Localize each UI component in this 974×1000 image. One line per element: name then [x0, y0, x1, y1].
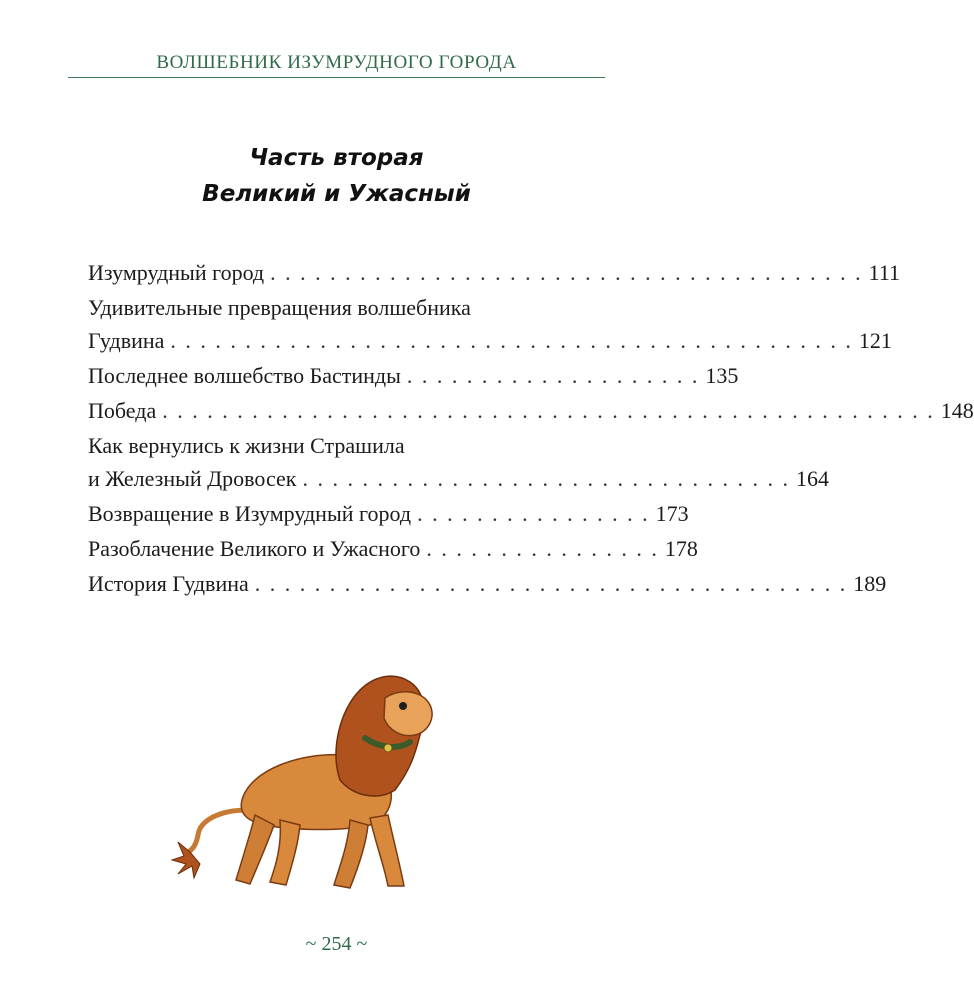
toc-entry-title: История Гудвина — [88, 571, 249, 596]
toc-entry-page: 135 — [705, 363, 739, 388]
dot-leader: . . . . . . . . . . . . . . . . . . . . . . . . . . . . . . . . . . . . . . . . . . . . . . . . . . . . — [162, 398, 935, 423]
running-header: ВОЛШЕБНИК ИЗУМРУДНОГО ГОРОДА — [156, 52, 517, 73]
lion-face — [384, 692, 432, 736]
toc-entry[interactable] — [88, 359, 739, 392]
toc-entry-page: 189 — [853, 571, 887, 596]
lion-tail — [188, 810, 248, 852]
toc-entry-title: Возвращение в Изумрудный город — [88, 501, 412, 526]
dot-leader: . . . . . . . . . . . . . . . . . . . . — [406, 363, 700, 388]
toc-entry-page: 173 — [655, 501, 689, 526]
toc-entry-title: Изумрудный город — [88, 260, 265, 285]
dot-leader: . . . . . . . . . . . . . . . . — [426, 536, 659, 561]
toc-entry[interactable] — [88, 532, 698, 565]
toc-entry-title-continued: Гудвина — [88, 328, 165, 353]
lion-back-leg — [270, 820, 300, 885]
toc-entry[interactable] — [88, 429, 829, 495]
lion-front-leg — [334, 820, 368, 888]
header-rule — [68, 77, 605, 78]
toc-entry-title: Как вернулись к жизни Страшила — [88, 433, 405, 458]
dot-leader: . . . . . . . . . . . . . . . . — [417, 501, 650, 526]
toc-entry[interactable] — [88, 567, 887, 600]
part-title: Великий и Ужасный — [202, 181, 471, 207]
toc-entry-page: 121 — [858, 328, 892, 353]
toc-entry-page: 164 — [795, 466, 829, 491]
toc-entry[interactable] — [88, 497, 689, 530]
collar-medal-icon — [384, 744, 392, 752]
toc-entry-page: 148 — [940, 398, 974, 423]
toc-entry-title: Победа — [88, 398, 157, 423]
toc-entry[interactable] — [88, 291, 892, 357]
lion-back-leg — [236, 815, 274, 884]
table-of-contents — [88, 256, 974, 602]
lion-illustration — [170, 660, 460, 895]
toc-entry[interactable] — [88, 394, 974, 427]
part-number: Часть вторая — [249, 145, 424, 171]
toc-entry-title-continued: и Железный Дровосек — [88, 466, 297, 491]
toc-entry-page: 111 — [868, 260, 901, 285]
dot-leader: . . . . . . . . . . . . . . . . . . . . . . . . . . . . . . . . . . . . . . . . — [254, 571, 848, 596]
part-heading — [0, 140, 673, 212]
lion-eye — [399, 702, 407, 710]
dot-leader: . . . . . . . . . . . . . . . . . . . . . . . . . . . . . . . . . . . . . . . . — [270, 260, 863, 285]
lion-front-leg — [370, 815, 404, 886]
dot-leader: . . . . . . . . . . . . . . . . . . . . . . . . . . . . . . . . . . . . . . . . . . . . . . — [170, 328, 853, 353]
toc-entry-title: Разоблачение Великого и Ужасного — [88, 536, 421, 561]
toc-entry-page: 178 — [664, 536, 698, 561]
toc-entry[interactable] — [88, 256, 901, 289]
toc-entry-title: Последнее волшебство Бастинды — [88, 363, 401, 388]
dot-leader: . . . . . . . . . . . . . . . . . . . . . . . . . . . . . . . . . — [302, 466, 790, 491]
page-number: ~ 254 ~ — [305, 933, 368, 955]
toc-entry-title: Удивительные превращения волшебника — [88, 295, 471, 320]
